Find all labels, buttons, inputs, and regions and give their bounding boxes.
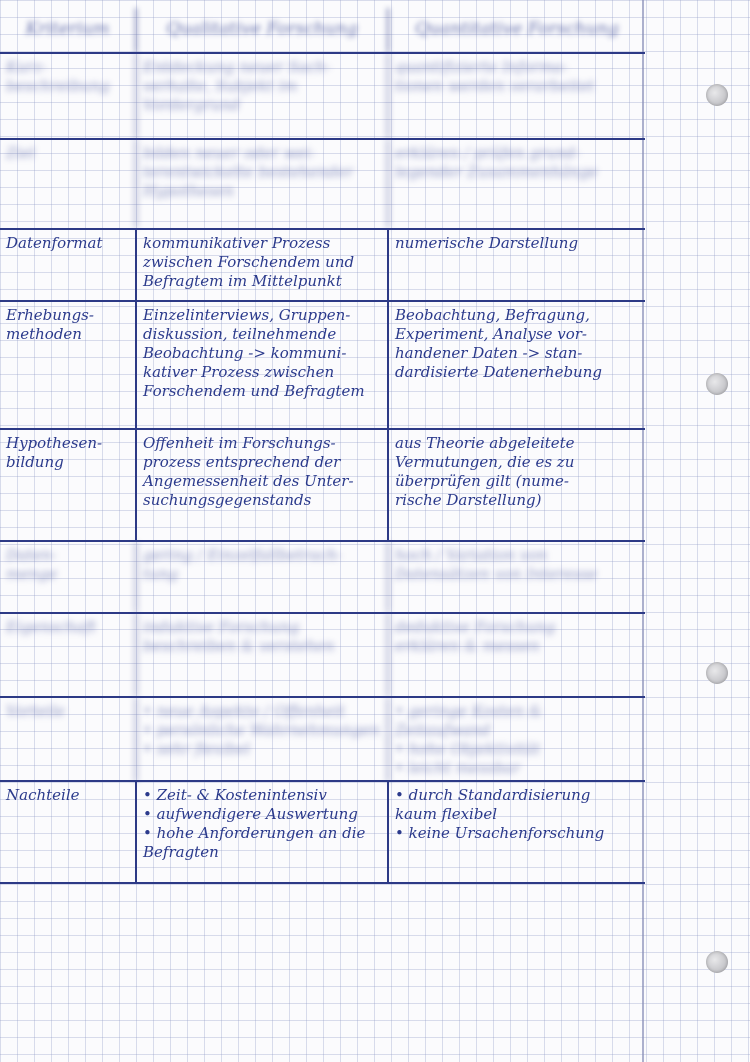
- cell-quantitative: deduktive Forschung erklären & messen: [395, 618, 556, 655]
- punch-hole-1: [706, 84, 728, 106]
- table-row: [0, 698, 645, 782]
- table-row: [0, 542, 645, 614]
- cell-criterion: Hypothesen- bildung: [0, 430, 137, 540]
- table-row: [0, 782, 645, 884]
- table-header: [0, 8, 645, 54]
- table-row: [0, 302, 645, 430]
- cell-criterion: Erhebungs- methoden: [0, 302, 137, 428]
- cell-criterion: Nachteile: [0, 782, 137, 882]
- cell-criterion: Eigenschaft: [0, 614, 137, 696]
- cell-quantitative: quantifizierte Informa- tionen werden verarbeitet: [395, 58, 595, 95]
- cell-criterion: Ziel: [0, 140, 137, 228]
- cell-qualitative: • Zeit- & Kostenintensiv • aufwendigere Auswertung • hohe Anforderungen an die Befragten: [137, 782, 389, 882]
- table-row: [0, 230, 645, 302]
- cell-qualitative: Entdeckung neuer Sach- verhalte, Subjekt im Vordergrund: [137, 54, 389, 138]
- punch-hole-3: [706, 662, 728, 684]
- header-criterion: Kriterium: [0, 8, 137, 52]
- table-row: [0, 614, 645, 698]
- cell-qualitative: induktive Forschung beschreiben & verstehen: [137, 614, 389, 696]
- cell-quantitative: numerische Darstellung: [395, 234, 579, 252]
- cell-quantitative: erklären / prüfen grund- legender Zusammenhänge: [395, 144, 598, 181]
- cell-qualitative: • neue Aspekte / Offenheit • persönliche Wahrnehmungen • sehr flexibel: [137, 698, 389, 782]
- cell-criterion: Daten- menge: [0, 542, 137, 612]
- cell-quantitative: Beobachtung, Befragung, Experiment, Analyse vor- handener Daten -> stan- dardisierte Datenerhebung: [395, 306, 602, 381]
- header-qualitative: Qualitative Forschung: [137, 8, 389, 52]
- cell-qualitative: Offenheit im Forschungs- prozess entsprechend der Angemessenheit des Unter- suchungsgegenstands: [137, 430, 389, 540]
- cell-qualitative: bilden neuer oder wei- terentwickelte bestehender Hypothesen: [137, 140, 389, 228]
- cell-qualitative: Einzelinterviews, Gruppen- diskussion, teilnehmende Beobachtung -> kommuni- kativer Prozess zwischen Forschendem und Befragtem: [137, 302, 389, 428]
- cell-qualitative: kommunikativer Prozess zwischen Forschendem und Befragtem im Mittelpunkt: [137, 230, 389, 300]
- cell-criterion: Vorteile: [0, 698, 137, 782]
- cell-quantitative: • geringe Kosten & Zeitaufwand • hohe Objektivität • leicht messbar: [395, 702, 543, 777]
- header-quantitative: Quantitative Forschung: [415, 19, 619, 39]
- cell-qualitative: gering / Einzelfallbetrach- tung: [137, 542, 389, 612]
- table-row: [0, 54, 645, 140]
- cell-quantitative: aus Theorie abgeleitete Vermutungen, die es zu überprüfen gilt (nume- rische Darstellung): [395, 434, 575, 509]
- cell-criterion: Datenformat: [0, 230, 137, 300]
- comparison-table: [0, 8, 645, 884]
- table-row: [0, 140, 645, 230]
- punch-hole-2: [706, 373, 728, 395]
- cell-quantitative: • durch Standardisierung kaum flexibel • keine Ursachenforschung: [395, 786, 605, 842]
- cell-quantitative: hoch / Variation von Datensätzen von Interesse: [395, 546, 598, 583]
- cell-criterion: Kurz- beschreibung: [0, 54, 137, 138]
- punch-hole-4: [706, 951, 728, 973]
- table-row: [0, 430, 645, 542]
